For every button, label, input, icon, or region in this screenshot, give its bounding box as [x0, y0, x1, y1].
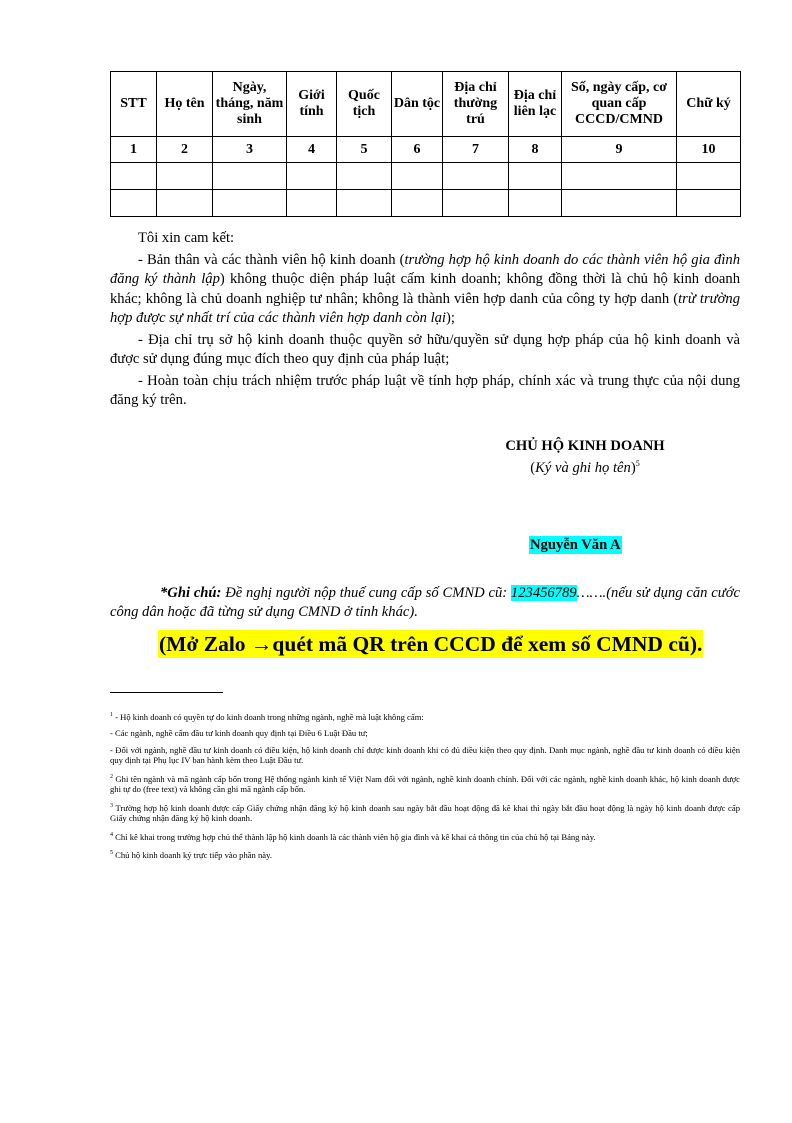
- footnote-ref: 3: [110, 802, 113, 809]
- footnote: [110, 801, 740, 824]
- text-run: …….(nếu sử dụng căn cước công dân hoặc đã từng sử dụng CMND ở tỉnh khác).: [110, 585, 740, 620]
- footnote-ref: 2: [110, 773, 113, 780]
- table-cell[interactable]: [677, 190, 741, 217]
- table-cell[interactable]: [392, 163, 443, 190]
- table-number-row: [111, 137, 741, 163]
- signature-block: [480, 437, 690, 477]
- table-cell[interactable]: [287, 190, 337, 217]
- table-cell[interactable]: [562, 190, 677, 217]
- table-cell[interactable]: [287, 163, 337, 190]
- commitment-item-3: - Hoàn toàn chịu trách nhiệm trước pháp luật về tính hợp pháp, chính xác và trung thực của nội dung đăng ký trên.: [110, 372, 740, 408]
- table-cell[interactable]: [337, 163, 392, 190]
- text-run: Đề nghị người nộp thuế cung cấp số CMND cũ:: [221, 585, 511, 601]
- footnote: [110, 745, 740, 766]
- table-cell[interactable]: [443, 163, 509, 190]
- zalo-instruction: [158, 630, 703, 658]
- text-run: (Mở Zalo: [159, 632, 251, 656]
- text-run: ) không thuộc diện pháp luật cấm kinh doanh; không đồng thời là chủ hộ kinh doanh khác; không là chủ doanh nghiệp tư nhân; không là thành viên hợp danh của công ty hợp danh (: [110, 271, 741, 307]
- table-cell: 9: [562, 137, 677, 163]
- footnote-text: - Hộ kinh doanh có quyền tự do kinh doanh trong những ngành, nghề mà luật không cấm:: [113, 711, 424, 722]
- footnote-text: Chủ hộ kinh doanh ký trực tiếp vào phần này.: [113, 849, 272, 860]
- table-cell: 5: [337, 137, 392, 163]
- table-cell[interactable]: [213, 190, 287, 217]
- table-cell[interactable]: [677, 163, 741, 190]
- table-row: [111, 163, 741, 190]
- signature-title: CHỦ HỘ KINH DOANH: [505, 438, 665, 454]
- footnote-divider: [110, 692, 223, 693]
- table-cell[interactable]: [157, 190, 213, 217]
- signer-name: Nguyễn Văn A: [530, 537, 621, 553]
- footnote: [110, 848, 740, 860]
- table-cell: 4: [287, 137, 337, 163]
- text-run: );: [445, 310, 455, 326]
- footnote-text: - Các ngành, nghề cấm đầu tư kinh doanh quy định tại Điều 6 Luật Đầu tư;: [110, 728, 368, 739]
- text-run: (: [530, 459, 536, 476]
- footnote-ref: 4: [110, 831, 113, 838]
- table-cell: 2: [157, 137, 213, 163]
- table-cell[interactable]: [111, 163, 157, 190]
- signature-instruction: [480, 455, 690, 477]
- footnote: [110, 728, 740, 739]
- table-cell[interactable]: [392, 190, 443, 217]
- old-id-number: 123456789: [510, 585, 577, 601]
- table-cell: 7: [443, 137, 509, 163]
- table-cell[interactable]: [562, 163, 677, 190]
- footnote-ref: 5: [110, 849, 113, 856]
- footnotes: [110, 710, 740, 866]
- footnote-text: Trường hợp hộ kinh doanh được cấp Giấy chứng nhận đăng ký hộ kinh doanh sau ngày bắt đầu hoạt động đã kê khai thì ngày bắt đầu hoạt động là ngày hộ kinh doanh được cấp Giấy chứng nhận đăng ký hộ kinh doanh.: [110, 802, 740, 824]
- table-cell[interactable]: [111, 190, 157, 217]
- text-run: ): [630, 459, 636, 476]
- footnote-ref: 1: [110, 712, 113, 718]
- table-header-cell: Chữ ký: [677, 72, 741, 137]
- table-header-cell: Họ tên: [157, 72, 213, 137]
- footnote-ref: 5: [635, 459, 640, 468]
- footnote: [110, 710, 740, 722]
- footnote: [110, 830, 740, 842]
- table-cell: 10: [677, 137, 741, 163]
- household-members-table: [110, 71, 741, 217]
- text-run: trừ trường hợp được sự nhất trí của các thành viên hợp danh còn lại: [110, 290, 740, 326]
- table-header-row: [111, 72, 741, 137]
- table-header-cell: Ngày, tháng, năm sinh: [213, 72, 287, 137]
- table-header-cell: Dân tộc: [392, 72, 443, 137]
- arrow-right-icon: →: [250, 632, 273, 656]
- note-label: *Ghi chú:: [160, 585, 222, 601]
- text-run: quét mã QR trên CCCD để xem số CMND cũ).: [272, 632, 703, 656]
- footnote-text: Chỉ kê khai trong trường hợp chủ thể thành lập hộ kinh doanh là các thành viên hộ gia đình và kê khai cả thông tin của chủ hộ tại Bảng này.: [113, 831, 596, 842]
- table-header-cell: Quốc tịch: [337, 72, 392, 137]
- table-cell: 6: [392, 137, 443, 163]
- table-cell[interactable]: [509, 190, 562, 217]
- table-cell[interactable]: [443, 190, 509, 217]
- text-run: Ký và ghi họ tên: [535, 459, 631, 476]
- text-run: - Bản thân và các thành viên hộ kinh doanh (: [138, 251, 405, 268]
- footnote-text: Ghi tên ngành và mã ngành cấp bốn trong Hệ thống ngành kinh tế Việt Nam đối với ngành, nghề kinh doanh chính. Đối với các ngành, nghề kinh doanh khác, hộ kinh doanh được ghi tự do (free text) và không cần ghi mã ngành cấp bốn.: [110, 773, 740, 795]
- footnote: [110, 772, 740, 795]
- table-header-cell: Địa chỉ liên lạc: [509, 72, 562, 137]
- table-cell[interactable]: [509, 163, 562, 190]
- table-cell[interactable]: [157, 163, 213, 190]
- note-paragraph: [110, 584, 740, 622]
- table-cell: 1: [111, 137, 157, 163]
- commitment-intro: Tôi xin cam kết:: [138, 230, 235, 246]
- table-cell[interactable]: [337, 190, 392, 217]
- table-header-cell: Giới tính: [287, 72, 337, 137]
- table-header-cell: Địa chỉ thường trú: [443, 72, 509, 137]
- table-row: [111, 190, 741, 217]
- commitment-item-1: [110, 251, 740, 329]
- commitment-section: [110, 229, 740, 413]
- table-cell: 3: [213, 137, 287, 163]
- footnote-text: - Đối với ngành, nghề đầu tư kinh doanh có điều kiện, hộ kinh doanh chỉ được kinh doanh khi có đủ điều kiện theo quy định. Danh mục ngành, nghề đầu tư kinh doanh có điều kiện quy định tại Phụ lục IV ban hành kèm theo Luật Đầu tư.: [110, 744, 740, 766]
- table-cell[interactable]: [213, 163, 287, 190]
- table-header-cell: Số, ngày cấp, cơ quan cấp CCCD/CMND: [562, 72, 677, 137]
- table-header-cell: STT: [111, 72, 157, 137]
- commitment-item-2: - Địa chỉ trụ sở hộ kinh doanh thuộc quyền sở hữu/quyền sử dụng hợp pháp của hộ kinh doanh và được sử dụng đúng mục đích theo quy định của pháp luật;: [110, 331, 740, 367]
- text-run: trường hợp hộ kinh doanh do các thành viên hộ gia đình đăng ký thành lập: [110, 251, 741, 287]
- table-cell: 8: [509, 137, 562, 163]
